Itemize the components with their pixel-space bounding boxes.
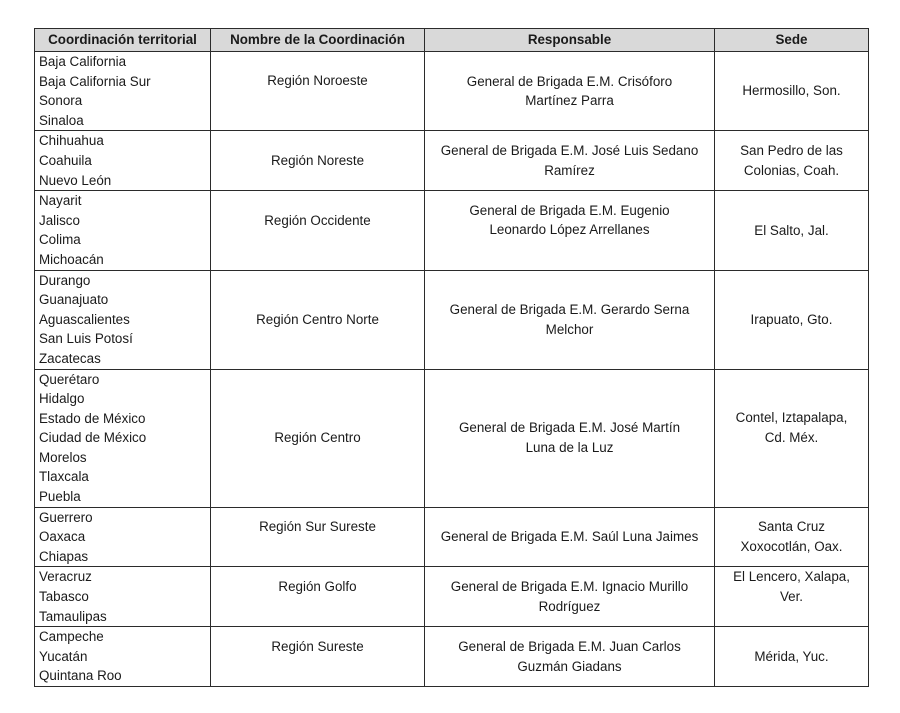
sede-text: El Lencero, Xalapa, Ver. xyxy=(733,569,850,604)
region-name: Región Centro Norte xyxy=(256,311,379,327)
table-row xyxy=(35,567,869,627)
responsable-cell xyxy=(425,131,715,191)
region-name-cell xyxy=(211,131,425,191)
state-item: Jalisco xyxy=(39,212,80,228)
sede-text: Santa Cruz Xoxocotlán, Oax. xyxy=(740,519,843,555)
header-territorial: Coordinación territorial xyxy=(35,29,211,52)
region-name-cell xyxy=(211,270,425,369)
sede-cell xyxy=(715,131,869,191)
responsable-cell xyxy=(425,369,715,507)
responsable-cell xyxy=(425,52,715,131)
table-row xyxy=(35,191,869,270)
state-item: Aguascalientes xyxy=(39,311,130,327)
states-cell xyxy=(35,627,211,687)
state-item: Oaxaca xyxy=(39,529,86,545)
sede-text: San Pedro de las Colonias, Coah. xyxy=(740,143,843,178)
state-item: Morelos xyxy=(39,449,87,465)
sede-text: Hermosillo, Son. xyxy=(742,83,841,99)
region-name: Región Golfo xyxy=(278,579,357,595)
state-item: Nayarit xyxy=(39,193,82,209)
responsable-cell xyxy=(425,270,715,369)
state-item: Veracruz xyxy=(39,569,92,585)
state-item: Michoacán xyxy=(39,251,104,267)
responsable-text: General de Brigada E.M. Crisóforo Martínez Parra xyxy=(466,73,673,109)
sede-cell xyxy=(715,627,869,687)
responsable-cell xyxy=(425,627,715,687)
state-item: Baja California Sur xyxy=(39,73,151,89)
state-item: Tabasco xyxy=(39,589,89,605)
responsable-cell xyxy=(425,567,715,627)
state-item: Nuevo León xyxy=(39,172,112,188)
region-name: Región Centro xyxy=(274,430,361,446)
header-responsable: Responsable xyxy=(425,29,715,52)
region-name: Región Noroeste xyxy=(267,73,368,89)
state-item: Quintana Roo xyxy=(39,668,122,684)
state-item: Hidalgo xyxy=(39,391,85,407)
state-item: Yucatán xyxy=(39,648,88,664)
header-sede: Sede xyxy=(715,29,869,52)
state-item: Guerrero xyxy=(39,509,93,525)
responsable-cell xyxy=(425,507,715,567)
sede-cell xyxy=(715,191,869,270)
states-cell xyxy=(35,52,211,131)
region-name-cell xyxy=(211,369,425,507)
state-item: Chiapas xyxy=(39,548,89,564)
states-cell xyxy=(35,131,211,191)
state-item: Baja California xyxy=(39,54,127,69)
region-name-cell xyxy=(211,191,425,270)
table-row xyxy=(35,52,869,131)
region-name-cell xyxy=(211,52,425,131)
state-item: Querétaro xyxy=(39,371,100,387)
table-row xyxy=(35,131,869,191)
sede-text: Contel, Iztapalapa, Cd. Méx. xyxy=(735,410,848,446)
region-name: Región Sur Sureste xyxy=(259,519,376,535)
sede-text: El Salto, Jal. xyxy=(754,222,829,238)
state-item: Durango xyxy=(39,272,91,288)
state-item: Zacatecas xyxy=(39,350,101,366)
sede-cell xyxy=(715,369,869,507)
table-header xyxy=(35,29,869,52)
responsable-cell xyxy=(425,191,715,270)
state-item: Puebla xyxy=(39,489,81,505)
states-cell xyxy=(35,270,211,369)
state-item: Estado de México xyxy=(39,410,146,426)
state-item: Tlaxcala xyxy=(39,469,89,485)
table-row xyxy=(35,507,869,567)
sede-cell xyxy=(715,567,869,627)
responsable-text: General de Brigada E.M. Juan Carlos Guzmán Giadans xyxy=(458,639,681,674)
responsable-text: General de Brigada E.M. José Luis Sedano Ramírez xyxy=(440,143,699,178)
sede-cell xyxy=(715,507,869,567)
state-item: Tamaulipas xyxy=(39,608,107,624)
table-row xyxy=(35,369,869,507)
state-item: Campeche xyxy=(39,629,104,645)
header-nombre: Nombre de la Coordinación xyxy=(211,29,425,52)
states-cell xyxy=(35,191,211,270)
state-item: Sonora xyxy=(39,93,83,109)
responsable-text: General de Brigada E.M. Ignacio Murillo Rodríguez xyxy=(450,579,689,614)
state-item: Coahuila xyxy=(39,152,92,168)
table-row xyxy=(35,627,869,687)
responsable-text: General de Brigada E.M. Eugenio Leonardo López Arrellanes xyxy=(469,202,670,238)
region-name-cell xyxy=(211,507,425,567)
states-cell xyxy=(35,567,211,627)
region-name-cell xyxy=(211,627,425,687)
region-name-cell xyxy=(211,567,425,627)
responsable-text: General de Brigada E.M. Gerardo Serna Melchor xyxy=(449,301,690,337)
sede-text: Mérida, Yuc. xyxy=(754,648,829,664)
state-item: Ciudad de México xyxy=(39,430,147,446)
table-body xyxy=(35,52,869,687)
sede-cell xyxy=(715,52,869,131)
region-name: Región Occidente xyxy=(264,212,371,228)
state-item: Guanajuato xyxy=(39,292,109,308)
state-item: Chihuahua xyxy=(39,133,104,149)
table-row xyxy=(35,270,869,369)
states-cell xyxy=(35,369,211,507)
state-item: Sinaloa xyxy=(39,112,84,128)
header-row xyxy=(35,29,869,52)
responsable-text: General de Brigada E.M. Saúl Luna Jaimes xyxy=(440,529,699,545)
region-name: Región Noreste xyxy=(270,152,365,168)
states-cell xyxy=(35,507,211,567)
coordination-table xyxy=(34,28,869,687)
state-item: San Luis Potosí xyxy=(39,331,133,347)
state-item: Colima xyxy=(39,232,81,248)
sede-cell xyxy=(715,270,869,369)
sede-text: Irapuato, Gto. xyxy=(750,311,833,327)
responsable-text: General de Brigada E.M. José Martín Luna de la Luz xyxy=(458,420,681,456)
region-name: Región Sureste xyxy=(271,638,364,654)
